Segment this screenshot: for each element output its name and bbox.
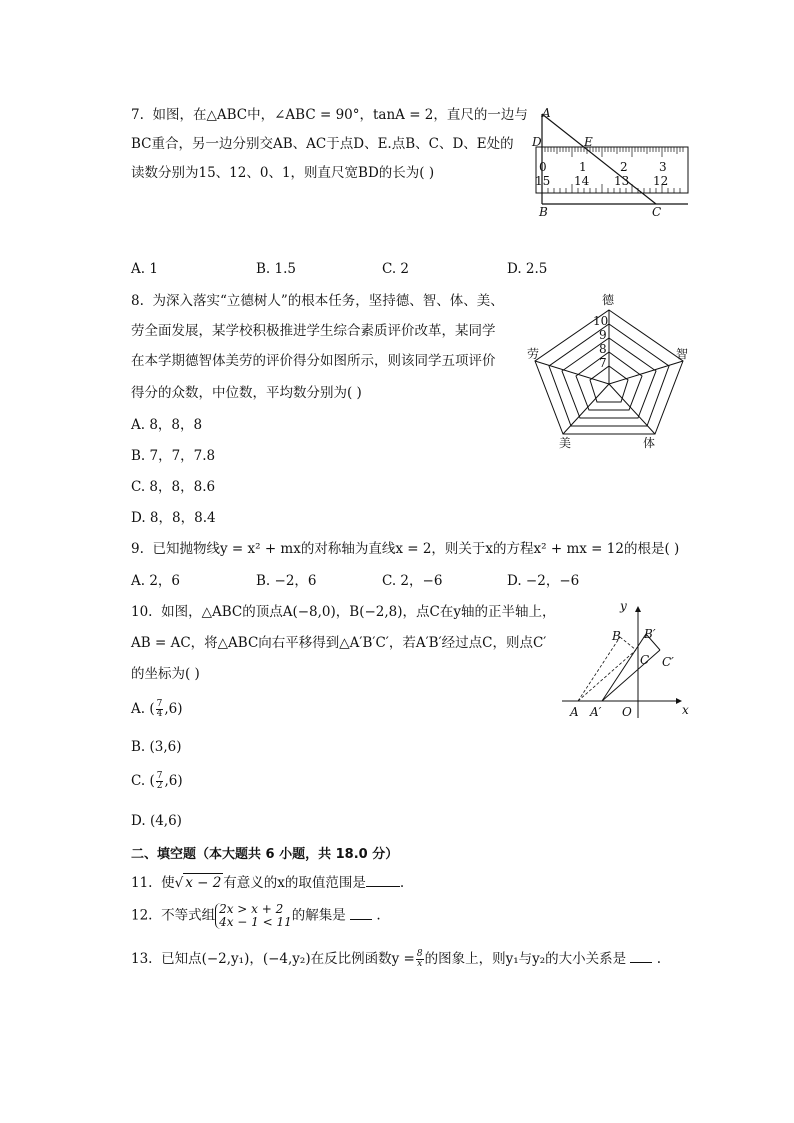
q7-top-num-0: 0 — [539, 160, 547, 174]
q10-option-c-pre: ( — [149, 773, 155, 789]
q10-option-d-letter: D. — [131, 813, 146, 829]
q10-option-a-letter: A. — [131, 701, 146, 717]
q7-label-b: B — [539, 205, 548, 219]
q10-label-o: O — [622, 705, 632, 719]
q10-option-a[interactable] — [131, 700, 183, 719]
q8-axis-ti: 体 — [643, 436, 656, 450]
q11-radicand: x − 2 — [185, 875, 222, 891]
q10-label-b: B — [612, 629, 621, 643]
q13-fraction — [416, 950, 424, 969]
q13-num: 8 — [416, 949, 423, 959]
q7-bottom-num-3: 12 — [653, 174, 669, 188]
q10-label-a-prime: A′ — [590, 705, 602, 719]
q8-scale-8: 8 — [599, 342, 607, 356]
q8-text-3: 在本学期德智体美劳的评价得分如图所示，则该同学五项评价 — [131, 353, 496, 369]
q10-option-b-letter: B. — [131, 739, 146, 755]
q10-option-a-pre: ( — [149, 701, 155, 717]
q7-option-b[interactable]: B. 1.5 — [256, 261, 296, 277]
q8-radar-figure — [525, 288, 695, 454]
q12-ineq-2: 4x − 1 < 11 — [219, 915, 292, 929]
q7-text-2: BC重合，另一边分别交AB、AC于点D、E.点B、C、D、E处的 — [131, 136, 514, 152]
q9-option-c[interactable]: C. 2，−6 — [382, 573, 443, 589]
q7-label-e: E — [584, 135, 593, 149]
q13-line — [131, 950, 661, 969]
q8-number: 8. — [131, 293, 144, 309]
q8-text-2: 劳全面发展，某学校积极推进学生综合素质评价改革，某同学 — [131, 323, 496, 339]
q13-end: . — [656, 951, 662, 967]
q13-number: 13. — [131, 951, 153, 967]
q12-number: 12. — [131, 907, 153, 924]
q12-ineq-1: 2x > x + 2 — [219, 902, 284, 916]
q10-label-a: A — [570, 705, 579, 719]
q9-option-d[interactable]: D. −2，−6 — [507, 573, 580, 589]
q8-text-4: 得分的众数，中位数，平均数分别为( ) — [131, 385, 362, 401]
q7-option-d[interactable]: D. 2.5 — [507, 261, 548, 277]
q7-label-c: C — [652, 205, 662, 219]
q10-option-b-text: (3,6) — [149, 739, 182, 755]
q10-text-3: 的坐标为( ) — [131, 666, 200, 682]
q8-axis-mei: 美 — [559, 436, 572, 450]
q10-option-c-den: 2 — [156, 781, 163, 791]
q10-text-2: AB = AC，将△ABC向右平移得到△A′B′C′，若A′B′经过点C，则点C′ — [131, 635, 547, 651]
q8-scale-9: 9 — [599, 328, 607, 342]
q10-option-a-post: ,6) — [164, 701, 183, 717]
q10-coordinate-figure — [558, 598, 698, 722]
q8-text-1: 为深入落实“立德树人”的根本任务，坚持德、智、体、美、 — [152, 293, 504, 309]
q8-option-c[interactable]: C. 8，8，8.6 — [131, 479, 216, 495]
q7-option-a[interactable]: A. 1 — [131, 261, 158, 277]
q7-ruler-figure — [528, 104, 694, 220]
q7-top-num-1: 1 — [579, 160, 587, 174]
q10-text-1: 如图，△ABC的顶点A(−8,0)，B(−2,8)，点C在y轴的正半轴上， — [161, 604, 556, 620]
q10-option-c-fraction — [156, 772, 164, 791]
q10-label-c-prime: C′ — [662, 655, 674, 669]
q9-text: 已知抛物线y = x² + mx的对称轴为直线x = 2，则关于x的方程x² + mx = 12的根是( ) — [152, 541, 680, 557]
q8-axis-de: 德 — [602, 293, 615, 307]
q7-top-num-3: 3 — [659, 160, 667, 174]
q8-scale-10: 10 — [593, 314, 609, 328]
q7-label-d: D — [532, 135, 542, 149]
q11-line — [131, 873, 404, 892]
q8-option-a[interactable]: A. 8，8，8 — [131, 417, 203, 433]
q11-number: 11. — [131, 875, 153, 891]
q7-bottom-num-0: 15 — [535, 174, 551, 188]
q11-sqrt-sign: √ — [174, 875, 184, 891]
q10-number: 10. — [131, 604, 153, 620]
q7-bottom-num-1: 14 — [574, 174, 590, 188]
q11-pre: 使 — [161, 875, 175, 891]
q10-option-c[interactable] — [131, 772, 183, 791]
q9-line — [131, 540, 679, 558]
q11-post: 有意义的x的取值范围是 — [223, 875, 366, 891]
q10-label-c: C — [640, 653, 650, 667]
q7-top-num-2: 2 — [620, 160, 628, 174]
q13-pre: 已知点(−2,y₁)，(−4,y₂)在反比例函数y = — [161, 951, 415, 967]
q8-axis-zhi: 智 — [676, 347, 689, 361]
q12-answer-blank[interactable] — [350, 907, 372, 920]
q10-option-d[interactable] — [131, 812, 182, 830]
q7-text-3: 读数分别为15、12、0、1，则直尺宽BD的长为( ) — [131, 165, 435, 181]
q7-label-a: A — [542, 106, 551, 120]
q8-line-1 — [131, 292, 504, 310]
q12-line — [131, 903, 381, 929]
q7-bottom-num-2: 13 — [614, 174, 630, 188]
q13-post: 的图象上，则y₁与y₂的大小关系是 — [424, 951, 627, 967]
q10-option-c-letter: C. — [131, 773, 146, 789]
q12-pre: 不等式组 — [161, 907, 216, 924]
q10-option-a-num: 7 — [156, 699, 163, 709]
q10-option-c-post: ,6) — [164, 773, 183, 789]
q10-option-a-fraction — [156, 700, 164, 719]
q7-text-1: 如图，在△ABC中，∠ABC = 90°，tanA = 2，直尺的一边与 — [152, 107, 528, 123]
q9-option-b[interactable]: B. −2，6 — [256, 573, 317, 589]
q8-option-d[interactable]: D. 8，8，8.4 — [131, 510, 216, 526]
q8-axis-lao: 劳 — [527, 347, 540, 361]
q13-answer-blank[interactable] — [630, 950, 652, 963]
q10-label-x: x — [682, 703, 689, 717]
q10-option-b[interactable] — [131, 738, 182, 756]
q7-number: 7. — [131, 107, 144, 123]
q11-end: . — [399, 875, 405, 891]
q10-option-d-text: (4,6) — [149, 813, 182, 829]
q10-option-c-num: 7 — [156, 771, 163, 781]
q10-label-y: y — [620, 599, 627, 613]
q11-answer-blank[interactable] — [366, 874, 400, 887]
q12-post: 的解集是 — [291, 907, 346, 924]
q8-scale-7: 7 — [599, 356, 607, 370]
q12-system — [215, 903, 292, 929]
q9-number: 9. — [131, 541, 144, 557]
q10-line-1 — [131, 603, 555, 621]
q10-option-a-den: 4 — [156, 709, 163, 719]
q9-option-a[interactable]: A. 2，6 — [131, 573, 181, 589]
q7-line-1 — [131, 106, 528, 124]
q7-option-c[interactable]: C. 2 — [382, 261, 410, 277]
q12-end: . — [376, 907, 381, 924]
section-fill-in-title: 二、填空题（本大题共 6 小题，共 18.0 分） — [131, 847, 399, 862]
q10-label-b-prime: B′ — [644, 627, 656, 641]
q13-den: x — [417, 959, 423, 969]
q8-option-b[interactable]: B. 7，7，7.8 — [131, 448, 216, 464]
